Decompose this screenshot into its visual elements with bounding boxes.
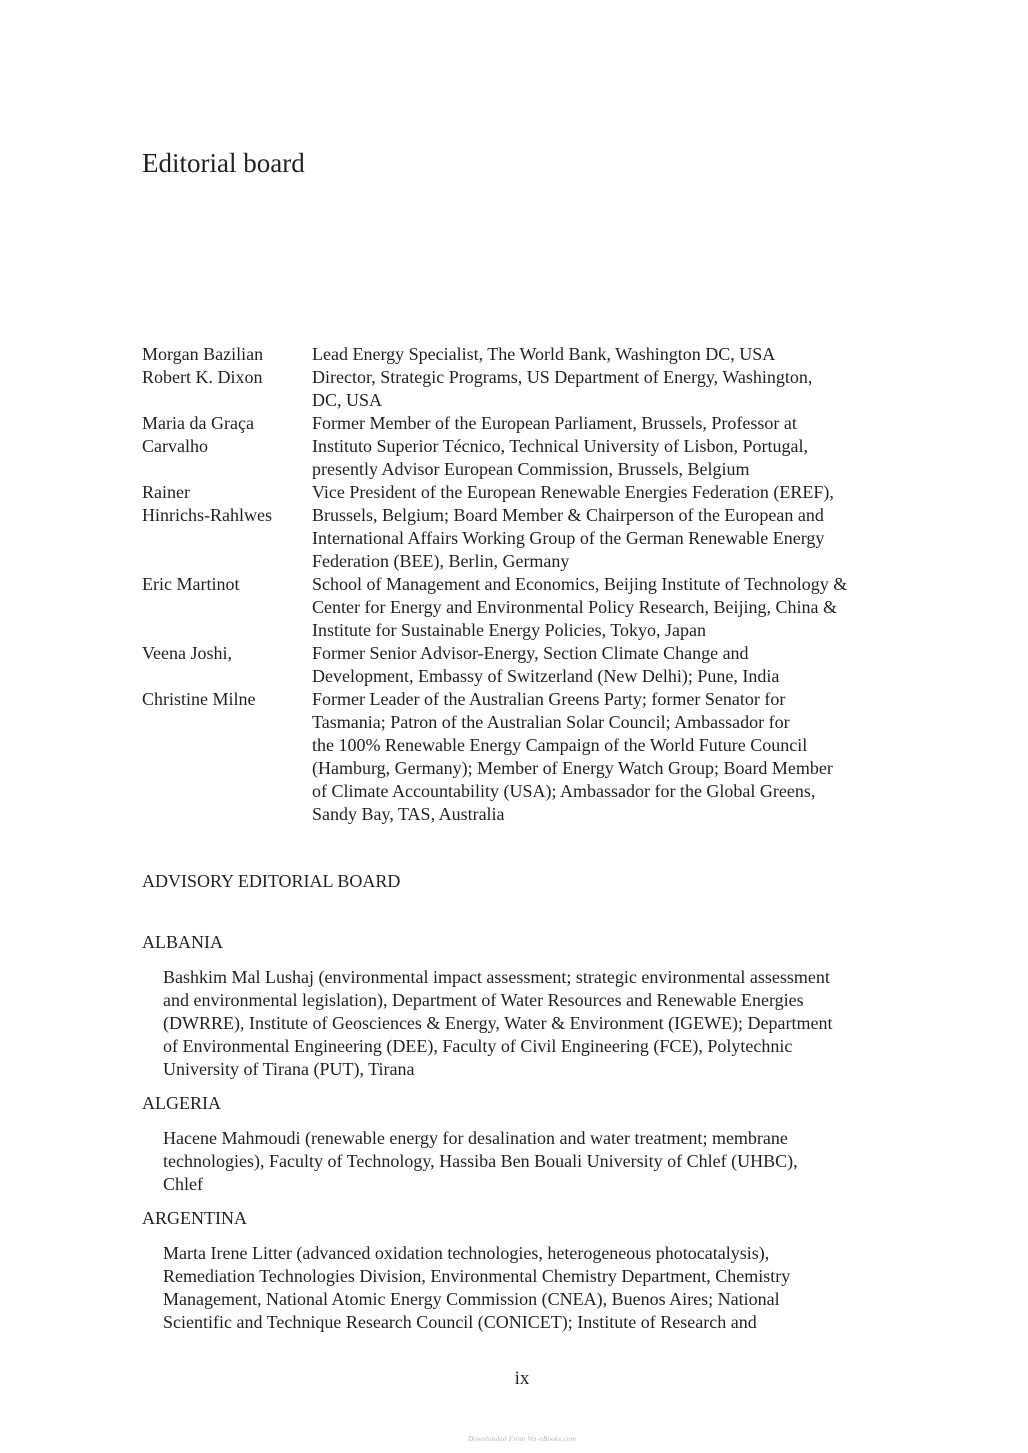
country-heading: ALBANIA — [142, 932, 223, 952]
member-affiliation: Former Senior Advisor-Energy, Section Climate Change and Development, Embassy of Switzerland (New Delhi); Pune, India — [312, 643, 780, 686]
country-entry: Hacene Mahmoudi (renewable energy for desalination and water treatment; membrane technologies), Faculty of Technology, Hassiba Ben Bouali University of Chlef (UHBC), Chlef — [163, 1128, 798, 1194]
member-affiliation: Former Member of the European Parliament, Brussels, Professor at Instituto Superior Técnico, Technical University of Lisbon, Portugal, presently Advisor European Commission, Brussels, Belgium — [312, 413, 808, 479]
member-name: Morgan Bazilian — [142, 344, 264, 364]
member-name: Maria da Graça Carvalho — [142, 413, 254, 456]
board-member — [142, 573, 922, 642]
page-number: ix — [514, 1368, 530, 1389]
member-affiliation: Director, Strategic Programs, US Department of Energy, Washington, DC, USA — [312, 367, 813, 410]
member-name: Rainer Hinrichs-Rahlwes — [142, 482, 272, 525]
editorial-board-list — [142, 343, 922, 826]
board-member — [142, 412, 922, 481]
member-affiliation: Lead Energy Specialist, The World Bank, Washington DC, USA — [312, 344, 776, 364]
member-affiliation: Vice President of the European Renewable Energies Federation (EREF), Brussels, Belgium; Board Member & Chairperson of the European and International Affairs Working Group of the German Renewable Energy Federation (BEE), Berlin, Germany — [312, 482, 834, 571]
page-title: Editorial board — [142, 148, 305, 178]
member-name: Robert K. Dixon — [142, 367, 263, 387]
advisory-country-list — [142, 931, 912, 1345]
member-name: Christine Milne — [142, 689, 256, 709]
board-member — [142, 366, 922, 412]
board-member — [142, 481, 922, 573]
member-name: Eric Martinot — [142, 574, 240, 594]
member-affiliation: School of Management and Economics, Beijing Institute of Technology & Center for Energy and Environmental Policy Research, Beijing, China & Institute for Sustainable Energy Policies, Tokyo, Japan — [312, 574, 848, 640]
country-entry: Marta Irene Litter (advanced oxidation technologies, heterogeneous photocatalysis), Remediation Technologies Division, Environmental Chemistry Department, Chemistry Management, National Atomic Energy Commission (CNEA), Buenos Aires; National Scientific and Technique Research Council (CONICET); Institute of Research and — [163, 1243, 791, 1332]
country-entry: Bashkim Mal Lushaj (environmental impact assessment; strategic environmental assessment and environmental legislation), Department of Water Resources and Renewable Energies (DWRRE), Institute of Geosciences & Energy, Water & Environment (IGEWE); Department of Environmental Engineering (DEE), Faculty of Civil Engineering (FCE), Polytechnic University of Tirana (PUT), Tirana — [163, 967, 833, 1079]
member-affiliation: Former Leader of the Australian Greens Party; former Senator for Tasmania; Patron of the Australian Solar Council; Ambassador for the 100% Renewable Energy Campaign of the World Future Council (Hamburg, Germany); Member of Energy Watch Group; Board Member of Climate Accountability (USA); Ambassador for the Global Greens, Sandy Bay, TAS, Australia — [312, 689, 833, 824]
member-name: Veena Joshi, — [142, 643, 232, 663]
board-member — [142, 688, 922, 826]
board-member — [142, 343, 922, 366]
download-watermark: Downloaded From Vet-eBooks.com — [467, 1435, 577, 1443]
advisory-board-heading: ADVISORY EDITORIAL BOARD — [142, 871, 401, 891]
country-heading: ALGERIA — [142, 1093, 221, 1113]
country-heading: ARGENTINA — [142, 1208, 247, 1228]
board-member — [142, 642, 922, 688]
